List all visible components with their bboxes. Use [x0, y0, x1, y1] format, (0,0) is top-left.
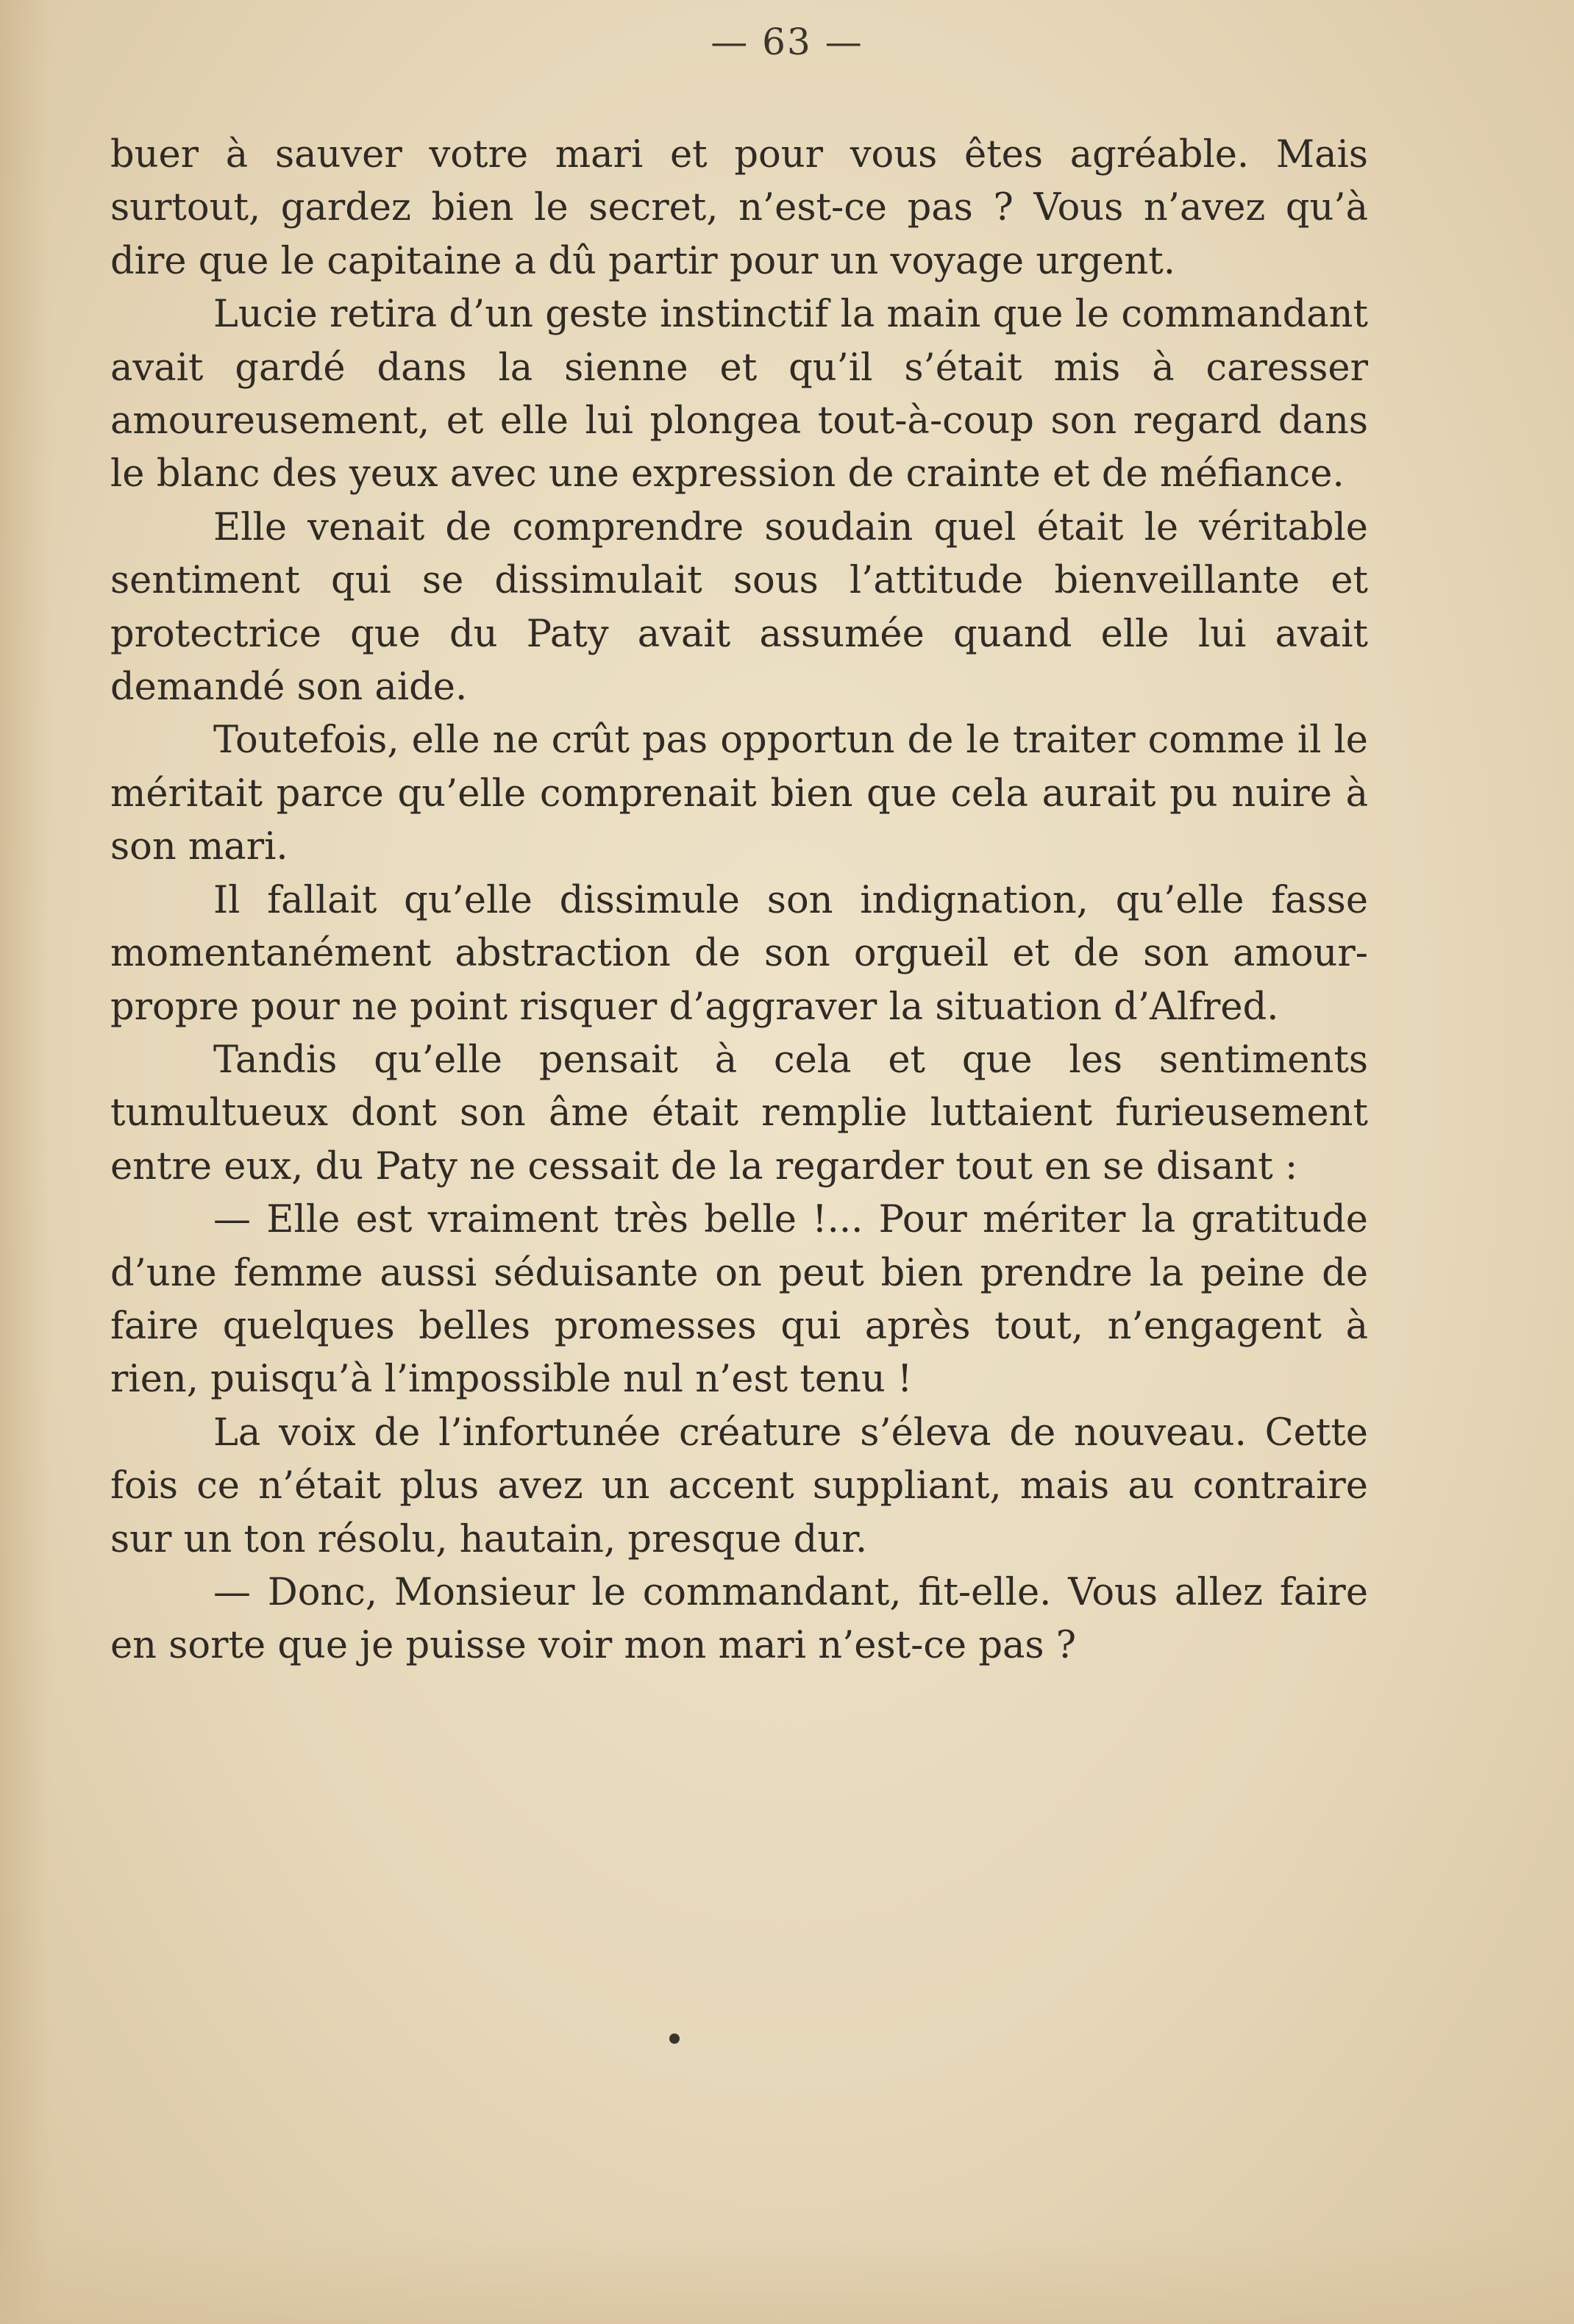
- paragraph-1: buer à sauver votre mari et pour vous êtes agréable. Mais surtout, gardez bien le secret, n’est-ce pas ? Vous n’avez qu’à dire que le capitaine a dû partir pour un voyage urgent.: [110, 133, 1368, 283]
- paragraph-3: Elle venait de comprendre soudain quel était le véritable sentiment qui se dissimulait sous l’attitude bienveillante et protectrice que du Paty avait assumée quand elle lui avait demandé son aide.: [110, 505, 1368, 710]
- page-edge-shading-bottom: [0, 2236, 1574, 2324]
- page-edge-shading-left: [0, 0, 51, 2324]
- page-number: — 63 —: [711, 21, 863, 63]
- paragraph-8: La voix de l’infortunée créature s’éleva de nouveau. Cette fois ce n’était plus avez un accent suppliant, mais au contraire sur un ton résolu, hautain, presque dur.: [110, 1411, 1368, 1561]
- body-text: [110, 129, 1368, 1673]
- paragraph-2: Lucie retira d’un geste instinctif la main que le commandant avait gardé dans la sienne et qu’il s’était mis à caresser amoureusement, et elle lui plongea tout-à-coup son regard dans le blanc des yeux avec une expression de crainte et de méfiance.: [110, 293, 1368, 496]
- paragraph-9: — Donc, Monsieur le commandant, fit-elle. Vous allez faire en sorte que je puisse voir mon mari n’est-ce pas ?: [110, 1570, 1368, 1668]
- paragraph-4: Toutefois, elle ne crût pas opportun de le traiter comme il le méritait parce qu’elle comprenait bien que cela aurait pu nuire à son mari.: [110, 719, 1368, 869]
- ornament-dot: [669, 2034, 680, 2044]
- paragraph-6: Tandis qu’elle pensait à cela et que les sentiments tumultueux dont son âme était remplie luttaient furieusement entre eux, du Paty ne cessait de la regarder tout en se disant :: [110, 1038, 1368, 1188]
- paragraph-7: — Elle est vraiment très belle !... Pour mériter la gratitude d’une femme aussi séduisante on peut bien prendre la peine de faire quelques belles promesses qui après tout, n’engagent à rien, puisqu’à l’impossible nul n’est tenu !: [110, 1198, 1368, 1402]
- paragraph-5: Il fallait qu’elle dissimule son indignation, qu’elle fasse momentanément abstraction de son orgueil et de son amour-propre pour ne point risquer d’aggraver la situation d’Alfred.: [110, 878, 1368, 1029]
